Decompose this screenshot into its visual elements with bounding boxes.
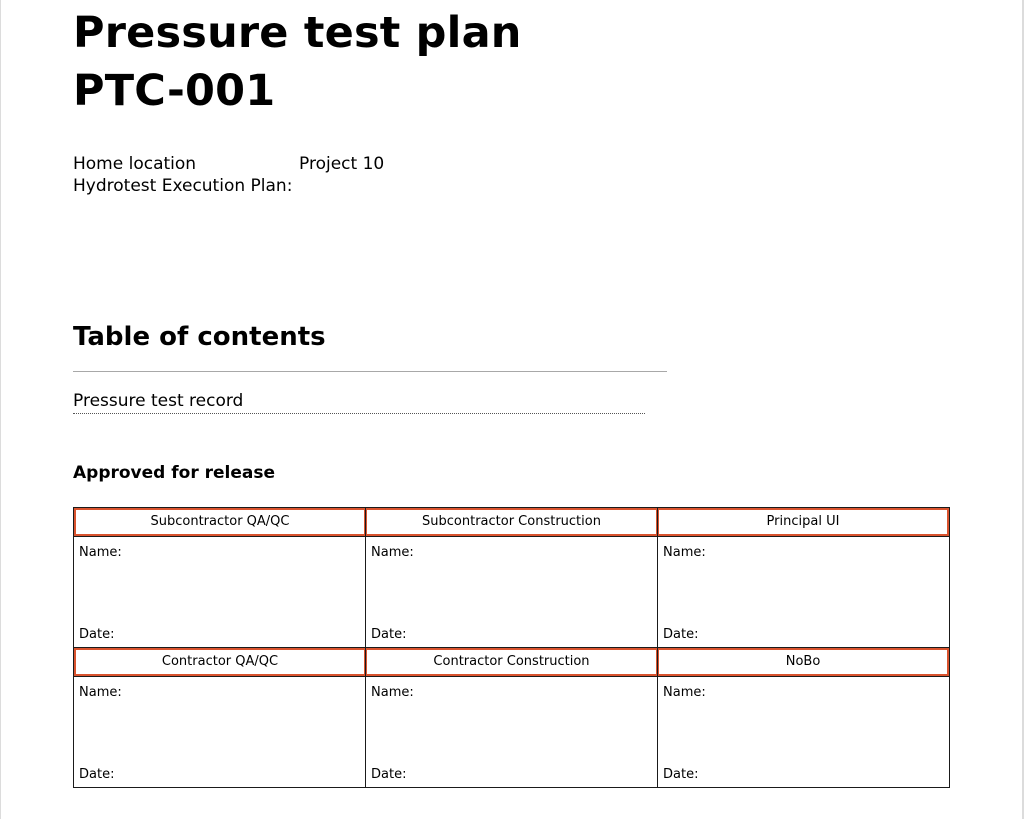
date-label: Date:	[371, 627, 407, 642]
role-label-contractor-qa-qc: Contractor QA/QC	[74, 648, 366, 676]
signature-cell-subcontractor-qa-qc[interactable]	[74, 537, 366, 648]
role-label-subcontractor-qa-qc: Subcontractor QA/QC	[74, 508, 366, 536]
toc-entry-label[interactable]: Pressure test record	[73, 391, 244, 411]
name-label: Name:	[663, 685, 706, 700]
signature-row	[74, 537, 950, 648]
page-edge-left	[0, 0, 1, 819]
home-location-value: Project 10	[299, 154, 385, 174]
role-cell	[366, 508, 658, 537]
role-header-row	[74, 648, 950, 677]
signature-cell-contractor-construction[interactable]	[366, 677, 658, 788]
signature-cell-nobo[interactable]	[658, 677, 950, 788]
document-meta	[73, 153, 384, 197]
execution-plan-label: Hydrotest Execution Plan:	[73, 176, 293, 196]
date-label: Date:	[663, 767, 699, 782]
toc-entry-pressure-test-record[interactable]	[73, 390, 645, 414]
name-label: Name:	[79, 545, 122, 560]
name-label: Name:	[79, 685, 122, 700]
toc-divider	[73, 371, 667, 372]
home-location-label: Home location	[73, 154, 197, 174]
signature-cell-principal-ui[interactable]	[658, 537, 950, 648]
signature-row	[74, 677, 950, 788]
approval-heading: Approved for release	[73, 463, 276, 483]
role-cell	[74, 648, 366, 677]
date-label: Date:	[663, 627, 699, 642]
signature-cell-contractor-qa-qc[interactable]	[74, 677, 366, 788]
approval-signature-table	[73, 507, 950, 788]
role-cell	[74, 508, 366, 537]
role-cell	[366, 648, 658, 677]
role-cell	[658, 648, 950, 677]
date-label: Date:	[79, 627, 115, 642]
toc-heading: Table of contents	[73, 322, 326, 352]
role-label-contractor-construction: Contractor Construction	[365, 648, 658, 676]
meta-row-home-location	[73, 153, 384, 175]
name-label: Name:	[663, 545, 706, 560]
role-label-principal-ui: Principal UI	[657, 508, 949, 536]
date-label: Date:	[79, 767, 115, 782]
role-label-subcontractor-construction: Subcontractor Construction	[365, 508, 658, 536]
meta-row-execution-plan	[73, 175, 384, 197]
signature-cell-subcontractor-construction[interactable]	[366, 537, 658, 648]
name-label: Name:	[371, 545, 414, 560]
role-cell	[658, 508, 950, 537]
role-header-row	[74, 508, 950, 537]
document-code: PTC-001	[73, 66, 276, 116]
date-label: Date:	[371, 767, 407, 782]
document-title	[73, 4, 522, 120]
document-title-line1: Pressure test plan	[73, 8, 522, 58]
name-label: Name:	[371, 685, 414, 700]
role-label-nobo: NoBo	[657, 648, 949, 676]
